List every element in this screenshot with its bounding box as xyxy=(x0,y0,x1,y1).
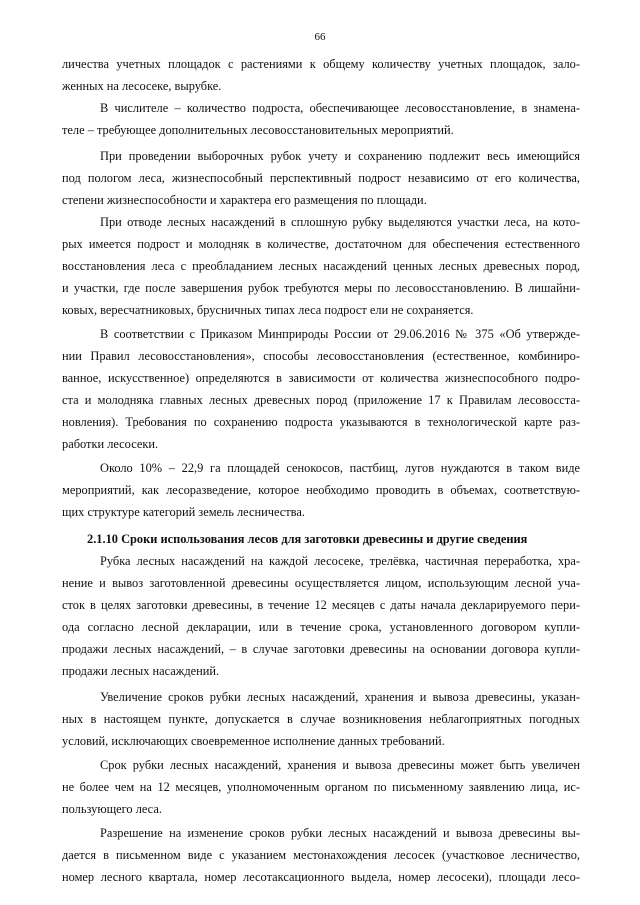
text-line: теле – требующее дополнительных лесовосстановительных мероприятий. xyxy=(62,123,454,137)
text-line: Разрешение на изменение сроков рубки лесных насаждений и вывоза древесины вы- xyxy=(100,826,580,840)
text-line: При отводе лесных насаждений в сплошную рубку выделяются участки леса, на кото- xyxy=(100,215,580,229)
text-line: новления). Требования по сохранению подроста указываются в технологической карте раз- xyxy=(62,415,580,429)
text-line: В числителе – количество подроста, обеспечивающее лесовосстановление, в знамена- xyxy=(100,101,580,115)
text-line: женных на лесосеке, вырубке. xyxy=(62,79,222,93)
text-line: ода согласно лесной декларации, или в течение срока, установленного договором купли- xyxy=(62,620,580,634)
text-line: рых имеется подрост и молодняк в количестве, достаточном для обеспечения естественного xyxy=(62,237,580,251)
text-line: номер лесного квартала, номер лесотаксационного выдела, номер лесосеки), площади лесо- xyxy=(62,870,580,884)
text-line: степени жизнеспособности и характера его размещения по площади. xyxy=(62,193,427,207)
text-line: нии Правил лесовосстановления», способы лесовосстановления (естественное, комбиниро- xyxy=(62,349,580,363)
text-line: нение и вывоз заготовленной древесины осуществляется лицом, использующим лесной уча- xyxy=(62,576,580,590)
text-line: ста и молодняка главных лесных древесных пород (приложение 17 к Правилам лесовосста- xyxy=(62,393,580,407)
text-line: щих структуре категорий земель лесничества. xyxy=(62,505,305,519)
text-line: Около 10% – 22,9 га площадей сенокосов, пастбищ, лугов нуждаются в таком виде xyxy=(100,461,580,475)
text-line: условий, исключающих своевременное исполнение данных требований. xyxy=(62,734,445,748)
text-line: ванное, искусственное) определяются в зависимости от количества жизнеспособного подро- xyxy=(62,371,580,385)
text-line: Срок рубки лесных насаждений, хранения и вывоза древесины может быть увеличен xyxy=(100,758,580,772)
text-line: восстановления леса с преобладанием лесных насаждений ценных лесных древесных пород, xyxy=(62,259,580,273)
text-line: не более чем на 12 месяцев, уполномоченным органом по письменному заявлению лица, ис- xyxy=(62,780,580,794)
text-line: ных в настоящем пункте, допускается в случае возникновения неблагоприятных погодных xyxy=(62,712,580,726)
text-line: под пологом леса, жизнеспособный перспективный подрост независимо от его количества, xyxy=(62,171,580,185)
text-line: ковых, вересчатниковых, брусничных типах леса подрост ели не сохраняется. xyxy=(62,303,474,317)
text-line: Увеличение сроков рубки лесных насаждений, хранения и вывоза древесины, указан- xyxy=(100,690,580,704)
text-line: сток в целях заготовки древесины, в течение 12 месяцев с даты начала декларируемого пери- xyxy=(62,598,580,612)
text-line: При проведении выборочных рубок учету и сохранению подлежит весь имеющийся xyxy=(100,149,580,163)
text-line: дается в письменном виде с указанием местонахождения лесосек (участковое лесничество, xyxy=(62,848,580,862)
section-heading: 2.1.10 Сроки использования лесов для заготовки древесины и другие сведения xyxy=(87,532,528,546)
text-line: пользующего леса. xyxy=(62,802,162,816)
text-line: продажи лесных насаждений. xyxy=(62,664,220,678)
text-line: мероприятий, как лесоразведение, которое необходимо проводить в объемах, соответствую- xyxy=(62,483,580,497)
text-line: Рубка лесных насаждений на каждой лесосеке, трелёвка, частичная переработка, хра- xyxy=(100,554,580,568)
page-number: 66 xyxy=(314,31,326,43)
text-line: продажи лесных насаждений, – в случае заготовки древесины на основании договора купли- xyxy=(62,642,580,656)
text-line: работки лесосеки. xyxy=(62,437,159,451)
text-line: В соответствии с Приказом Минприроды России от 29.06.2016 № 375 «Об утвержде- xyxy=(100,327,580,341)
text-line: и участки, где после завершения рубок требуются меры по лесовосстановлению. В лишайни- xyxy=(62,281,580,295)
text-line: личества учетных площадок с растениями к общему количеству учетных площадок, зало- xyxy=(62,57,580,71)
